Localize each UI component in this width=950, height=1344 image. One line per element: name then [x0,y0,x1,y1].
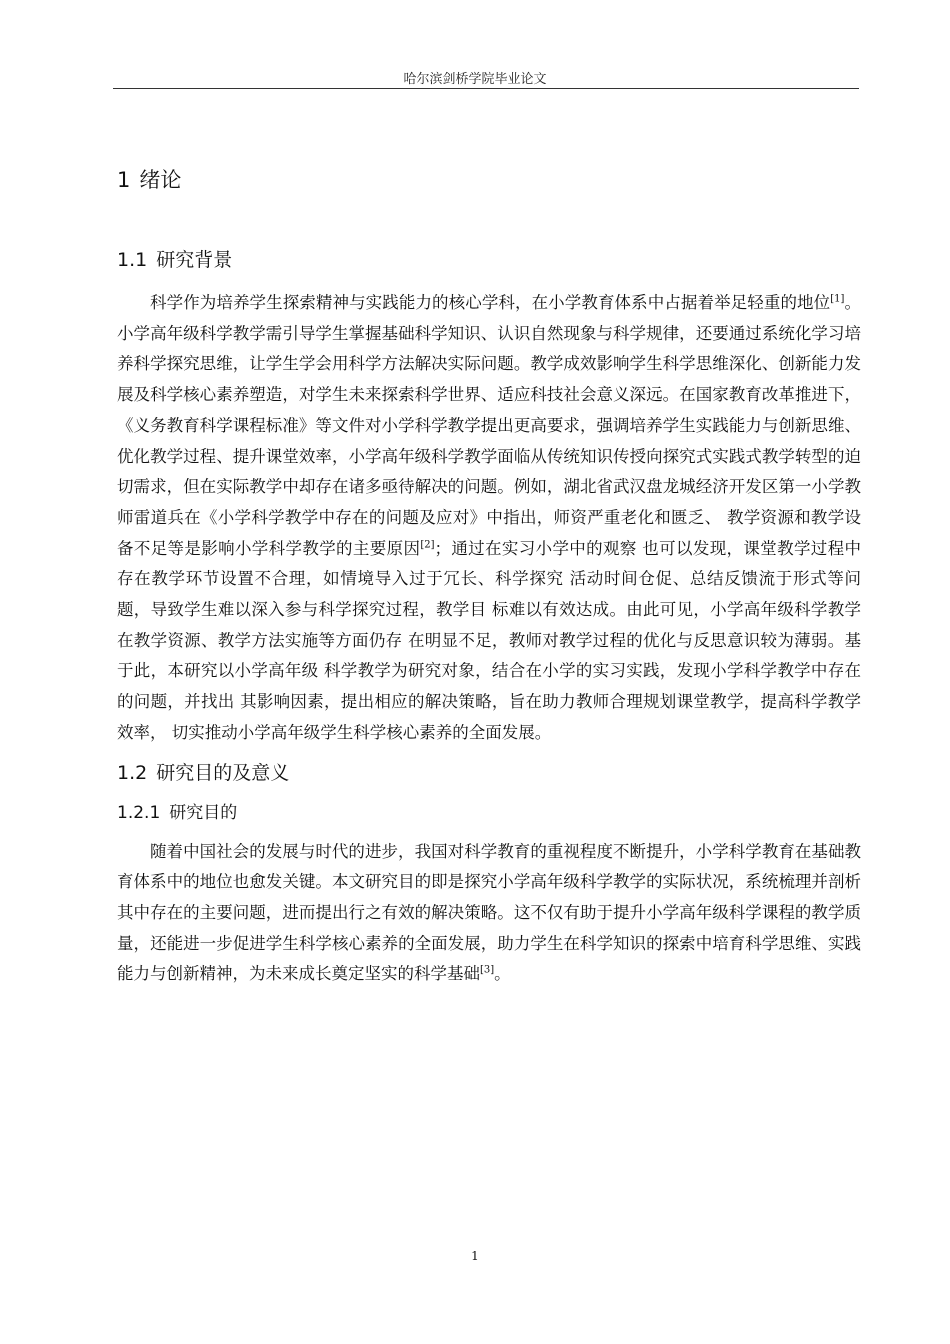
background-paragraph: 科学作为培养学生探索精神与实践能力的核心学科，在小学教育体系中占据着举足轻重的地位[1]。小学高年级科学教学需引导学生掌握基础科学知识、认识自然现象与科学规律，还要通过系统化学习培养科学探究思维，让学生学会用科学方法解决实际问题。教学成效影响学生科学思维深化、创新能力发展及科学核心素养塑造，对学生未来探索科学世界、适应科技社会意义深远。在国家教育改革推进下，《义务教育科学课程标准》等文件对小学科学教学提出更高要求，强调培养学生实践能力与创新思维、优化教学过程、提升课堂效率，小学高年级科学教学面临从传统知识传授向探究式实践式教学转型的迫切需求，但在实际教学中却存在诸多亟待解决的问题。例如，湖北省武汉盘龙城经济开发区第一小学教师雷道兵在《小学科学教学中存在的问题及应对》中指出，师资严重老化和匮乏、 教学资源和教学设备不足等是影响小学科学教学的主要原因[2]；通过在实习小学中的观察 也可以发现，课堂教学过程中存在教学环节设置不合理，如情境导入过于冗长、科学探究 活动时间仓促、总结反馈流于形式等问题，导致学生难以深入参与科学探究过程，教学目 标难以有效达成。由此可见，小学高年级科学教学在教学资源、教学方法实施等方面仍存 在明显不足，教师对教学过程的优化与反思意识较为薄弱。基于此，本研究以小学高年级 科学教学为研究对象，结合在小学的实习实践，发现小学科学教学中存在的问题，并找出 其影响因素，提出相应的解决策略，旨在助力教师合理规划课堂教学，提高科学教学效率， 切实推动小学高年级学生科学核心素养的全面发展。 [117,293,862,742]
citation-3: [3] [480,964,495,976]
subsection-number: 1.2.1 [117,802,161,823]
purpose-paragraph: 随着中国社会的发展与时代的进步，我国对科学教育的重视程度不断提升，小学科学教育在基础教育体系中的地位也愈发关键。本文研究目的即是探究小学高年级科学教学的实际状况，系统梳理并剖析其中存在的主要问题，进而提出行之有效的解决策略。这不仅有助于提升小学高年级科学课程的教学质量，还能进一步促进学生科学核心素养的全面发展，助力学生在科学知识的探索中培育科学思维、实践能力与创新精神，为未来成长奠定坚实的科学基础[3]。 [117,841,861,984]
subsection-heading-1-2-1 [117,799,861,827]
section-number: 1.1 [117,249,148,271]
section-number: 1.2 [117,761,148,784]
section-title: 研究目的及意义 [156,761,290,784]
subsection-title: 研究目的 [169,802,238,823]
chapter-number: 1 [117,168,131,192]
citation-1: [1] [830,293,845,305]
citation-2: [2] [420,539,435,551]
page-number: 1 [471,1249,479,1263]
chapter-heading [117,160,861,200]
section-heading-1-2 [117,757,861,789]
section-heading-1-1 [117,244,861,276]
page-body [117,160,861,990]
chapter-title: 绪论 [139,168,182,192]
header-divider [113,88,859,89]
running-header: 哈尔滨剑桥学院毕业论文 [403,72,547,87]
section-title: 研究背景 [156,249,233,271]
